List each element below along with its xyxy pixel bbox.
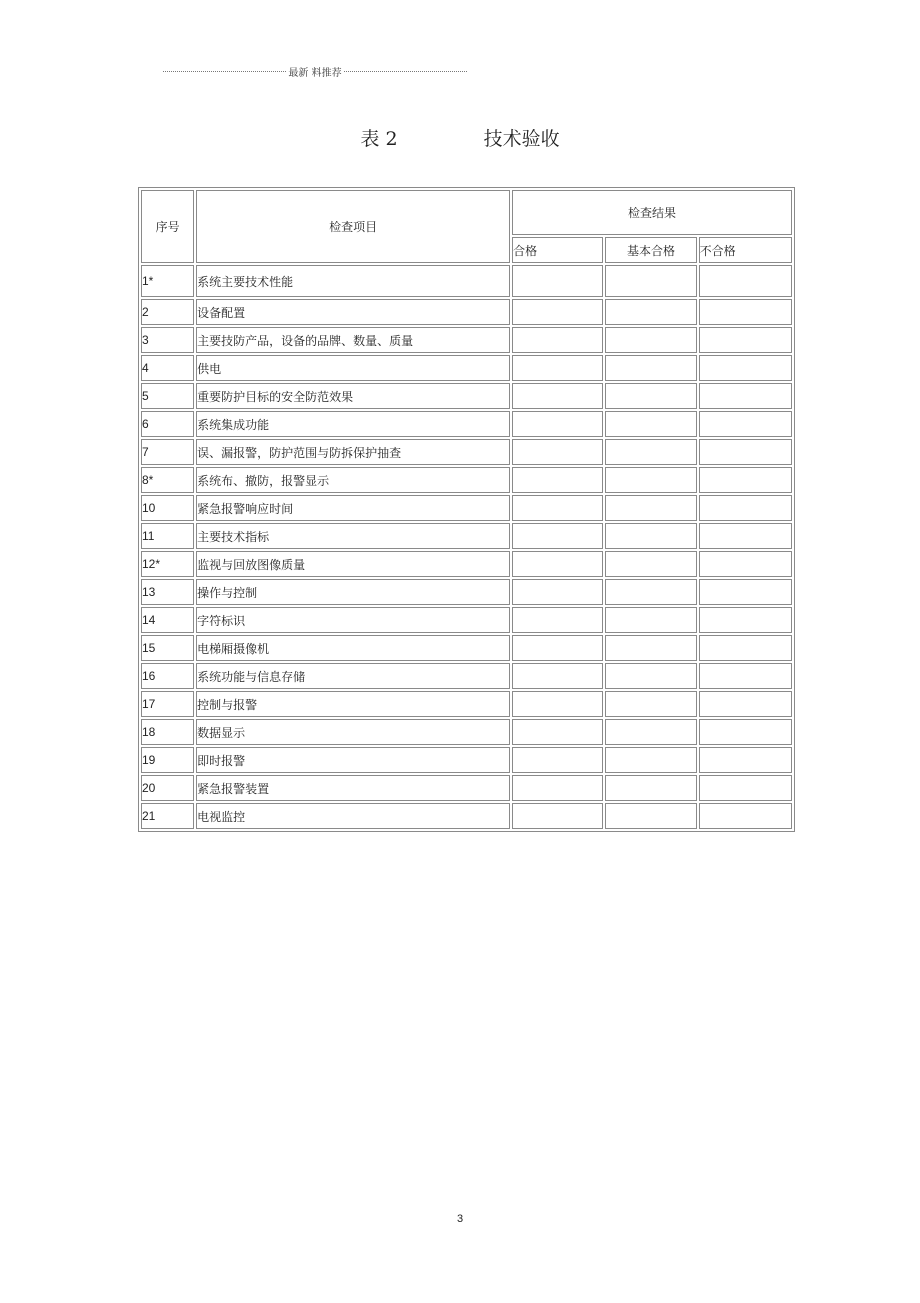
row-item: 电梯厢摄像机 <box>196 635 510 661</box>
row-index: 19 <box>141 747 194 773</box>
row-index: 12* <box>141 551 194 577</box>
result-fail-cell <box>699 355 792 381</box>
result-pass-cell <box>512 495 603 521</box>
row-index: 10 <box>141 495 194 521</box>
table-row <box>141 299 792 325</box>
result-fail-cell <box>699 299 792 325</box>
table-row <box>141 663 792 689</box>
table-row <box>141 439 792 465</box>
title-text: 技术验收 <box>483 128 560 150</box>
row-index: 2 <box>141 299 194 325</box>
result-basic-pass-cell <box>605 467 696 493</box>
table-row <box>141 467 792 493</box>
row-item: 紧急报警装置 <box>196 775 510 801</box>
result-fail-cell <box>699 327 792 353</box>
row-index: 1* <box>141 265 194 297</box>
result-basic-pass-cell <box>605 579 696 605</box>
table-row <box>141 411 792 437</box>
result-fail-cell <box>699 579 792 605</box>
row-item: 即时报警 <box>196 747 510 773</box>
result-pass-cell <box>512 607 603 633</box>
result-basic-pass-cell <box>605 719 696 745</box>
row-index: 3 <box>141 327 194 353</box>
row-item: 数据显示 <box>196 719 510 745</box>
row-index: 8* <box>141 467 194 493</box>
row-index: 4 <box>141 355 194 381</box>
result-fail-cell <box>699 775 792 801</box>
row-item: 字符标识 <box>196 607 510 633</box>
row-index: 14 <box>141 607 194 633</box>
result-pass-cell <box>512 299 603 325</box>
table-row <box>141 265 792 297</box>
result-pass-cell <box>512 523 603 549</box>
table-row <box>141 747 792 773</box>
row-index: 16 <box>141 663 194 689</box>
header-dotted-rule-right <box>344 71 467 72</box>
table-row <box>141 495 792 521</box>
result-pass-cell <box>512 747 603 773</box>
row-index: 11 <box>141 523 194 549</box>
row-index: 13 <box>141 579 194 605</box>
acceptance-table-body <box>141 190 792 829</box>
result-basic-pass-cell <box>605 635 696 661</box>
row-item: 控制与报警 <box>196 691 510 717</box>
table-row <box>141 523 792 549</box>
row-item: 操作与控制 <box>196 579 510 605</box>
header-pass: 合格 <box>512 237 603 263</box>
table-header-row-1 <box>141 190 792 235</box>
header-index: 序号 <box>141 190 194 263</box>
row-item: 主要技防产品，设备的品牌、数量、质量 <box>196 327 510 353</box>
result-fail-cell <box>699 719 792 745</box>
row-index: 5 <box>141 383 194 409</box>
table-row <box>141 775 792 801</box>
result-basic-pass-cell <box>605 523 696 549</box>
result-fail-cell <box>699 265 792 297</box>
result-pass-cell <box>512 265 603 297</box>
table-row <box>141 635 792 661</box>
result-pass-cell <box>512 467 603 493</box>
result-pass-cell <box>512 551 603 577</box>
row-item: 主要技术指标 <box>196 523 510 549</box>
header-text: 最新 料推荐 <box>288 68 342 79</box>
result-pass-cell <box>512 719 603 745</box>
row-index: 20 <box>141 775 194 801</box>
row-item: 系统主要技术性能 <box>196 265 510 297</box>
result-fail-cell <box>699 523 792 549</box>
row-index: 21 <box>141 803 194 829</box>
result-pass-cell <box>512 579 603 605</box>
table-row <box>141 327 792 353</box>
result-fail-cell <box>699 607 792 633</box>
row-index: 18 <box>141 719 194 745</box>
result-pass-cell <box>512 803 603 829</box>
row-index: 17 <box>141 691 194 717</box>
result-basic-pass-cell <box>605 691 696 717</box>
row-index: 6 <box>141 411 194 437</box>
row-index: 7 <box>141 439 194 465</box>
result-basic-pass-cell <box>605 327 696 353</box>
table-row <box>141 383 792 409</box>
result-fail-cell <box>699 439 792 465</box>
result-pass-cell <box>512 663 603 689</box>
result-basic-pass-cell <box>605 495 696 521</box>
table-row <box>141 355 792 381</box>
result-basic-pass-cell <box>605 265 696 297</box>
row-item: 监视与回放图像质量 <box>196 551 510 577</box>
result-basic-pass-cell <box>605 439 696 465</box>
table-row <box>141 719 792 745</box>
row-item: 系统集成功能 <box>196 411 510 437</box>
result-fail-cell <box>699 495 792 521</box>
table-row <box>141 551 792 577</box>
result-pass-cell <box>512 439 603 465</box>
header-fail: 不合格 <box>699 237 792 263</box>
result-basic-pass-cell <box>605 803 696 829</box>
table-row <box>141 607 792 633</box>
table-row <box>141 803 792 829</box>
row-index: 15 <box>141 635 194 661</box>
result-fail-cell <box>699 663 792 689</box>
table-label: 表 2 <box>360 128 398 150</box>
result-basic-pass-cell <box>605 775 696 801</box>
result-pass-cell <box>512 383 603 409</box>
result-pass-cell <box>512 691 603 717</box>
result-basic-pass-cell <box>605 299 696 325</box>
result-basic-pass-cell <box>605 383 696 409</box>
row-item: 紧急报警响应时间 <box>196 495 510 521</box>
header-basic-pass: 基本合格 <box>605 237 696 263</box>
row-item: 误、漏报警，防护范围与防拆保护抽查 <box>196 439 510 465</box>
row-item: 重要防护目标的安全防范效果 <box>196 383 510 409</box>
running-header <box>163 64 467 79</box>
result-basic-pass-cell <box>605 551 696 577</box>
row-item: 供电 <box>196 355 510 381</box>
table-row <box>141 579 792 605</box>
header-dotted-rule-left <box>163 71 286 72</box>
table-row <box>141 691 792 717</box>
result-basic-pass-cell <box>605 747 696 773</box>
row-item: 电视监控 <box>196 803 510 829</box>
result-pass-cell <box>512 355 603 381</box>
result-fail-cell <box>699 635 792 661</box>
document-title <box>0 124 920 151</box>
result-pass-cell <box>512 635 603 661</box>
acceptance-table <box>138 187 795 832</box>
result-basic-pass-cell <box>605 607 696 633</box>
result-basic-pass-cell <box>605 663 696 689</box>
result-fail-cell <box>699 691 792 717</box>
result-fail-cell <box>699 383 792 409</box>
page-number: 3 <box>456 1213 464 1225</box>
row-item: 系统布、撤防，报警显示 <box>196 467 510 493</box>
header-item: 检查项目 <box>196 190 510 263</box>
result-pass-cell <box>512 775 603 801</box>
result-pass-cell <box>512 411 603 437</box>
result-fail-cell <box>699 803 792 829</box>
result-basic-pass-cell <box>605 411 696 437</box>
header-result-group: 检查结果 <box>512 190 792 235</box>
result-fail-cell <box>699 411 792 437</box>
result-basic-pass-cell <box>605 355 696 381</box>
result-fail-cell <box>699 747 792 773</box>
row-item: 设备配置 <box>196 299 510 325</box>
row-item: 系统功能与信息存储 <box>196 663 510 689</box>
result-pass-cell <box>512 327 603 353</box>
result-fail-cell <box>699 467 792 493</box>
result-fail-cell <box>699 551 792 577</box>
